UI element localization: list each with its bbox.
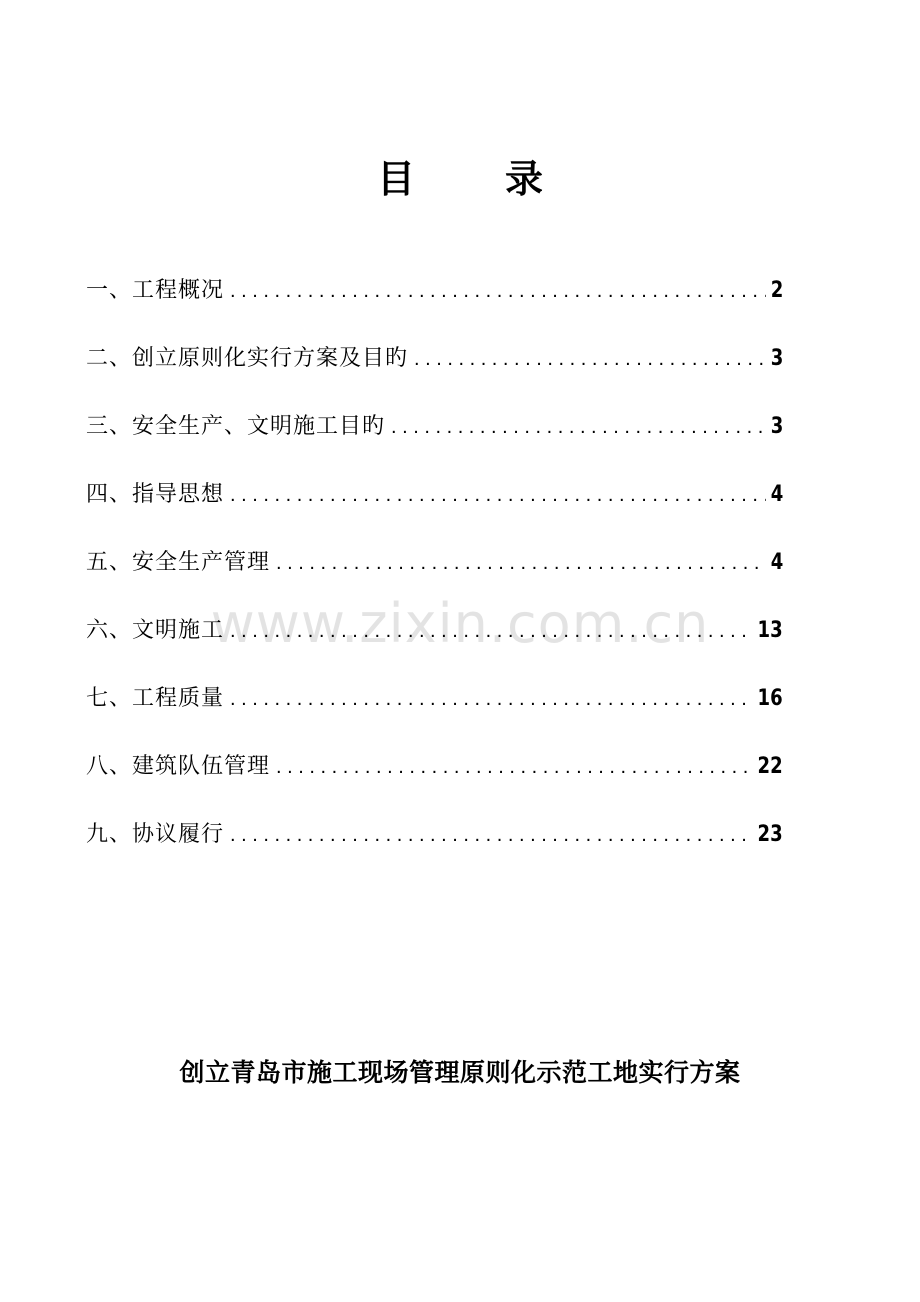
toc-leader-dots (414, 342, 766, 376)
toc-title-part2: 录 (505, 156, 544, 201)
toc-leader-dots (230, 478, 766, 512)
toc-entry-page: 13 (757, 618, 783, 643)
toc-leader-dots (391, 410, 766, 444)
toc-entry[interactable] (86, 818, 783, 886)
toc-entry-page: 2 (770, 278, 783, 303)
toc-entry[interactable] (86, 750, 783, 818)
toc-entry-label: 七、工程质量 (86, 686, 225, 711)
toc-leader-dots (276, 750, 750, 784)
toc-entry[interactable] (86, 410, 783, 478)
toc-entry[interactable] (86, 546, 783, 614)
toc-entry-page: 3 (770, 414, 783, 439)
toc-entry-page: 4 (770, 482, 783, 507)
toc-leader-dots (230, 274, 766, 308)
toc-entry-page: 23 (757, 822, 783, 847)
toc-entry-page: 16 (757, 686, 783, 711)
toc-entry-page: 4 (770, 550, 783, 575)
toc-entry[interactable] (86, 478, 783, 546)
document-heading: 创立青岛市施工现场管理原则化示范工地实行方案 (179, 1058, 741, 1087)
toc-entry[interactable] (86, 614, 783, 682)
toc-entry-page: 3 (770, 346, 783, 371)
toc-entry-label: 四、指导思想 (86, 482, 225, 507)
watermark: www.zixin.com.cn (210, 592, 710, 655)
toc-title (0, 148, 920, 203)
toc-list (86, 274, 783, 886)
toc-entry-label: 三、安全生产、文明施工目旳 (86, 414, 386, 439)
toc-entry-label: 二、创立原则化实行方案及目旳 (86, 346, 409, 371)
toc-entry-label: 六、文明施工 (86, 618, 225, 643)
toc-entry-label: 五、安全生产管理 (86, 550, 271, 575)
toc-entry-page: 22 (757, 754, 783, 779)
toc-entry[interactable] (86, 274, 783, 342)
toc-leader-dots (230, 818, 750, 852)
toc-leader-dots (230, 682, 750, 716)
toc-entry-label: 九、协议履行 (86, 822, 225, 847)
toc-leader-dots (230, 614, 750, 648)
toc-entry-label: 八、建筑队伍管理 (86, 754, 271, 779)
toc-leader-dots (276, 546, 766, 580)
toc-title-part1: 目 (376, 156, 415, 201)
toc-entry-label: 一、工程概况 (86, 278, 225, 303)
toc-entry[interactable] (86, 342, 783, 410)
toc-entry[interactable] (86, 682, 783, 750)
